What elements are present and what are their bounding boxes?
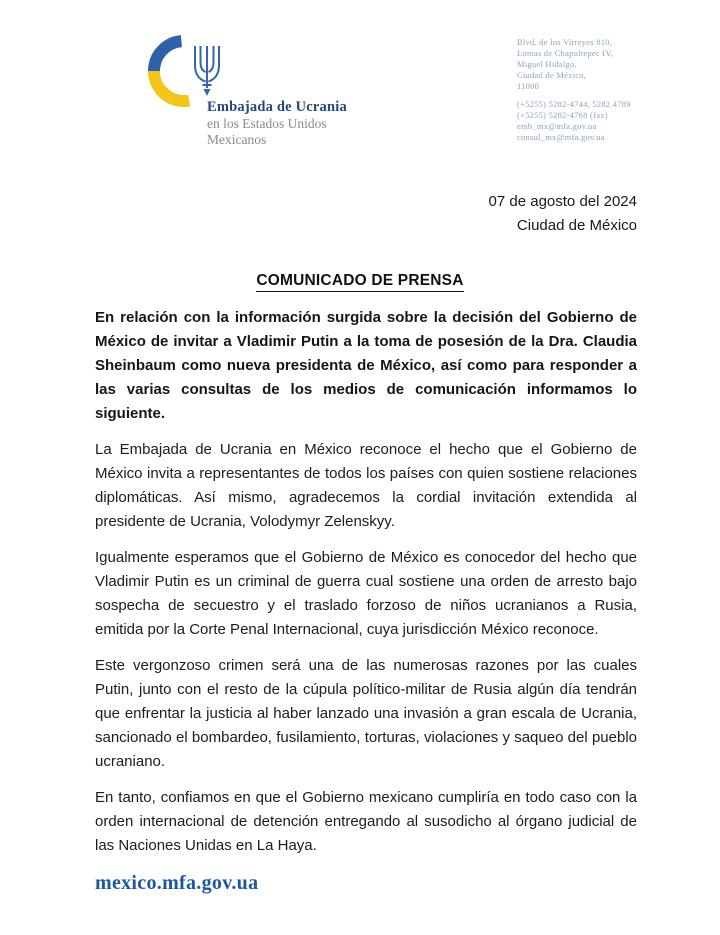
address-line: Lomas de Chapultepec IV, — [517, 48, 614, 58]
phone-line: (+5255) 5282-4744, 5282 4789 — [517, 99, 631, 109]
letterhead-org-block — [207, 99, 427, 148]
address-block — [517, 37, 712, 92]
email-consular: consul_mx@mfa.gov.ua — [517, 132, 605, 142]
title-wrap — [0, 272, 720, 292]
document-title: COMUNICADO DE PRENSA — [256, 272, 463, 292]
paragraph-recognition: La Embajada de Ucrania en México reconoce el hecho que el Gobierno de México invita a representantes de todos los países con quien sostiene relaciones diplomáticas. Así mismo, agradecemos la cordial invitación extendida al presidente de Ucrania, Volodymyr Zelenskyy. — [95, 441, 637, 530]
paragraph-crimes: Este vergonzoso crimen será una de las numerosas razones por las cuales Putin, junto con el resto de la cúpula político-militar de Rusia algún día tendrán que enfrentar la justicia al haber lanzado una invasión a gran escala de Ucrania, sancionado el bombardeo, fusilamiento, torturas, violaciones y saqueo del pueblo ucraniano. — [95, 657, 637, 770]
city-text: Ciudad de México — [516, 217, 637, 234]
address-line: Miguel Hidalgo, — [517, 59, 577, 69]
footer-website: mexico.mfa.gov.ua — [95, 872, 259, 894]
date-text: 07 de agosto del 2024 — [488, 193, 637, 210]
paragraph-intro: En relación con la información surgida sobre la decisión del Gobierno de México de invitar a Vladimir Putin a la toma de posesión de la Dra. Claudia Sheinbaum como nueva presidenta de México, así como para responder a las varias consultas de los medios de comunicación informamos lo siguiente. — [95, 309, 637, 422]
document-body — [95, 306, 637, 870]
address-line: Blvd. de los Virreyes 810, — [517, 37, 613, 47]
org-subtitle-line1: en los Estados Unidos — [207, 116, 327, 131]
address-line: 11000 — [517, 81, 540, 91]
dateline — [489, 190, 637, 238]
paragraph-expectation: En tanto, confiamos en que el Gobierno mexicano cumpliría en todo caso con la orden internacional de detención entregando al susodicho al órgano judicial de las Naciones Unidas en La Haya. — [95, 789, 637, 854]
email-embassy: emb_mx@mfa.gov.ua — [517, 121, 597, 131]
trident-icon — [191, 44, 223, 99]
contact-block — [517, 37, 712, 143]
paragraph-icc-warrant: Igualmente esperamos que el Gobierno de México es conocedor del hecho que Vladimir Putin es un criminal de guerra cual sostiene una orden de arresto bajo sospecha de secuestro y el traslado forzoso de niños ucranianos a Rusia, emitida por la Corte Penal Internacional, cuya jurisdicción México reconoce. — [95, 549, 637, 638]
phone-email-block — [517, 99, 712, 143]
org-subtitle-line2: Mexicanos — [207, 132, 267, 147]
fax-line: (+5255) 5282-4768 (fax) — [517, 110, 608, 120]
org-name: Embajada de Ucrania — [207, 99, 347, 115]
address-line: Ciudad de México, — [517, 70, 587, 80]
flag-arc-icon — [148, 30, 196, 112]
